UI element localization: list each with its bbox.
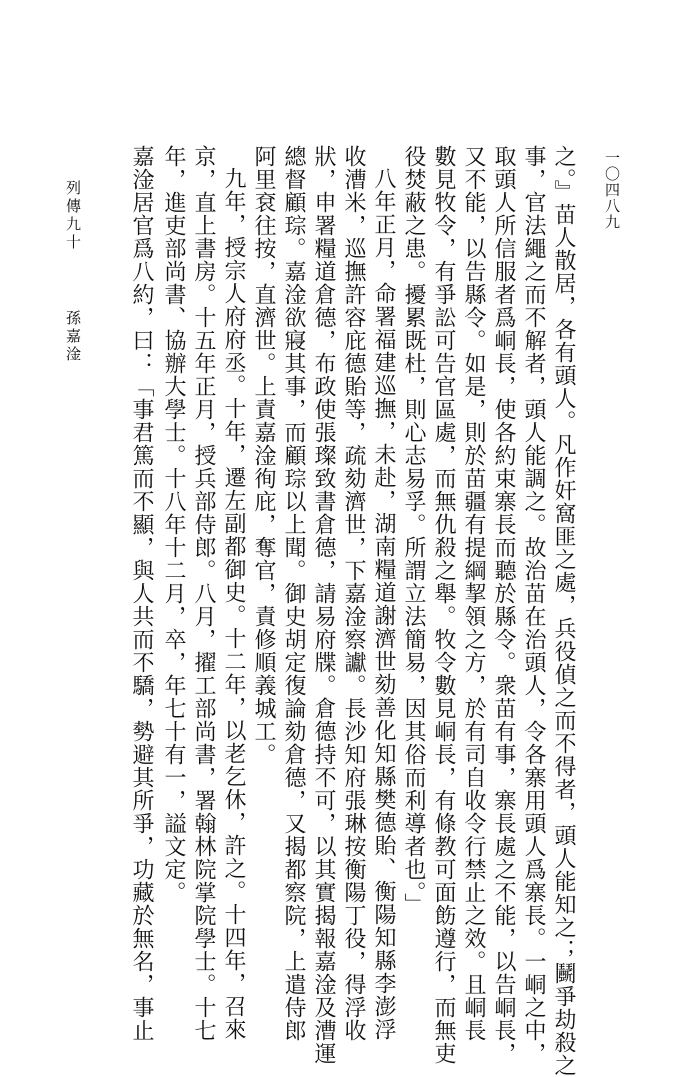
text-column: 八年正月，命署福建巡撫，未赴，湖南糧道謝濟世劾善化知縣樊德貽、衡陽知縣李澎浮 [371,167,396,1041]
text-column: 京，直上書房。十五年正月，授兵部侍郎。八月，擢工部尚書，署翰林院掌院學士。十七 [191,145,216,1042]
text-column: 阿里袞往按，直濟世。上責嘉淦徇庇，奪官，責修順義城工。 [251,145,276,766]
running-head-chapter: 列傳九十 [64,180,82,252]
text-column: 又不能，以告縣令。如是，則於苗疆有提綱挈領之方，於有司自收令行禁止之效。且峒長 [461,145,486,1042]
text-column: 事，官法繩之而不解者，頭人能調之。故治苗在治頭人，令各寨用頭人爲寨長。一峒之中， [521,145,546,1065]
text-column: 九年，授宗人府府丞。十年，遷左副都御史。十二年，以老乞休，許之。十四年，召來 [221,167,246,1041]
page-number: 一〇四八九 [603,150,621,230]
text-column: 收漕米，巡撫許容庇德貽等，疏劾濟世，下嘉淦察讞。長沙知府張琳按衡陽丁役，得浮收 [341,145,366,1042]
text-column: 之。』苗人散居，各有頭人。凡作奸窩匪之處，兵役偵之而不得者，頭人能知之；鬭爭劫殺之 [551,145,576,1077]
text-column: 嘉淦居官爲八約，曰：「事君篤而不顯，與人共而不驕，勢避其所爭，功藏於無名，事止 [129,145,154,1042]
running-head-subject: 孫嘉淦 [64,310,82,364]
text-column: 數見牧令，有爭訟可告官區處，而無仇殺之舉。牧令數見峒長，有條教可面飭遵行，而無吏 [431,145,456,1065]
text-column: 取頭人所信服者爲峒長，使各約束寨長而聽於縣令。衆苗有事，寨長處之不能，以告峒長， [491,145,516,1065]
text-column: 年，進吏部尚書、協辦大學士。十八年十二月，卒，年七十有一，謚文定。 [161,145,186,904]
text-column: 狀，申署糧道倉德，布政使張璨致書倉德，請易府牒。倉德持不可，以其實揭報嘉淦及漕運 [311,145,336,1065]
text-column: 役焚蔽之患。擾累既杜，則心志易孚。所謂立法簡易，因其俗而利導者也。」 [401,145,426,916]
text-column: 總督顧琮。嘉淦欲寢其事，而顧琮以上聞。御史胡定復論劾倉德，又揭都察院，上遣侍郎 [281,145,306,1042]
